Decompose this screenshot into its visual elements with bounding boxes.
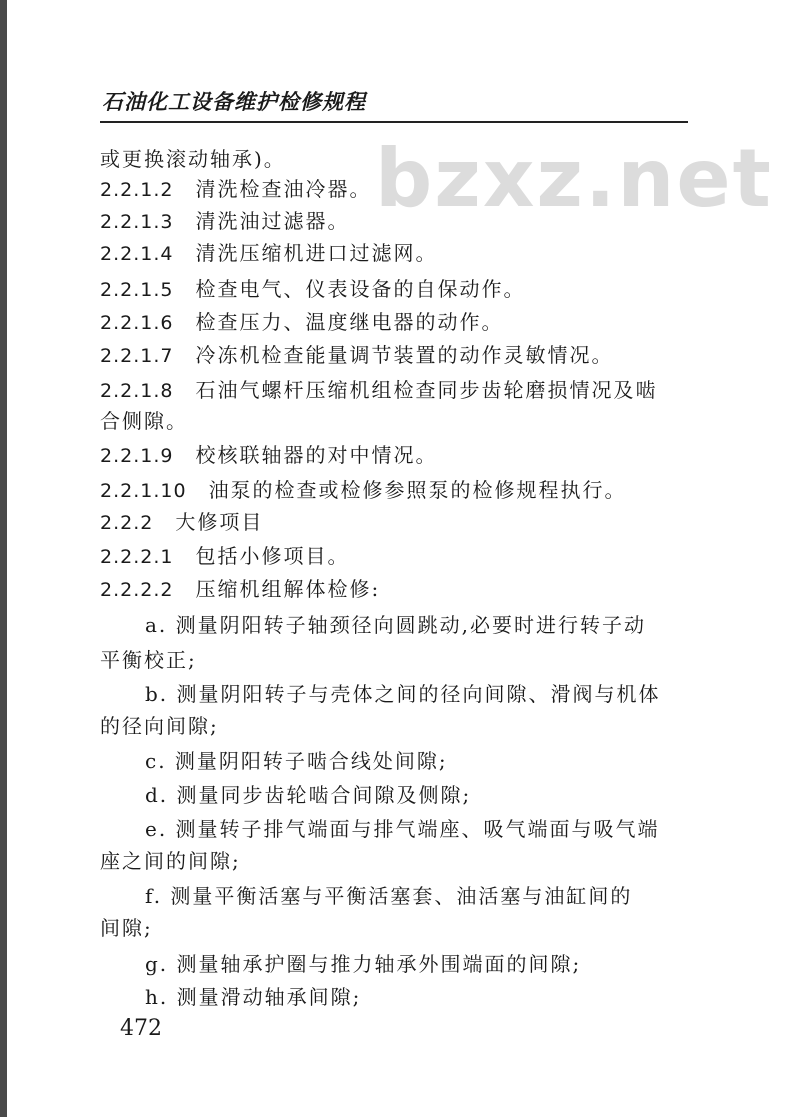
list-item [100, 378, 700, 403]
item-number: 2.2.1.10 [100, 480, 187, 502]
section-heading [100, 510, 700, 535]
running-header: 石油化工设备维护检修规程 [102, 89, 366, 114]
line-text: 座之间的间隙; [100, 849, 241, 873]
line-text: 平衡校正; [100, 648, 197, 672]
line-text: 间隙; [100, 916, 153, 940]
sub-item-text: d. 测量同步齿轮啮合间隙及侧隙; [145, 783, 472, 807]
line-text: 的径向间隙; [100, 714, 219, 738]
item-text: 包括小修项目。 [195, 544, 350, 568]
watermark: bzxz.net [375, 132, 773, 225]
list-item [100, 478, 700, 503]
line-text: 合侧隙。 [100, 409, 188, 433]
item-number: 2.2.2.2 [100, 579, 174, 601]
list-item [100, 443, 700, 468]
list-item [100, 343, 700, 368]
sub-item-text: c. 测量阴阳转子啮合线处间隙; [145, 749, 448, 773]
item-number: 2.2.2.1 [100, 546, 174, 568]
item-text: 清洗压缩机进口过滤网。 [195, 241, 438, 265]
list-item [100, 209, 700, 234]
item-text: 清洗检查油冷器。 [195, 177, 372, 201]
sub-item [145, 613, 745, 637]
item-text: 压缩机组解体检修: [195, 577, 381, 601]
sub-item [145, 884, 745, 908]
sub-item-text: b. 测量阴阳转子与壳体之间的径向间隙、滑阀与机体 [145, 682, 661, 706]
sub-item [145, 783, 745, 807]
line-text: 或更换滚动轴承)。 [100, 147, 286, 171]
sub-item-text: e. 测量转子排气端面与排气端座、吸气端面与吸气端 [145, 817, 660, 841]
text-line [100, 147, 700, 171]
section-number: 2.2.2 [100, 512, 154, 534]
list-item [100, 310, 700, 335]
item-number: 2.2.1.8 [100, 380, 174, 402]
item-text: 油泵的检查或检修参照泵的检修规程执行。 [208, 478, 627, 502]
section-title: 大修项目 [175, 510, 264, 534]
list-item [100, 177, 700, 202]
sub-item [145, 749, 745, 773]
sub-item-text: f. 测量平衡活塞与平衡活塞套、油活塞与油缸间的 [145, 884, 633, 908]
list-item [100, 544, 700, 569]
item-text: 校核联轴器的对中情况。 [195, 443, 438, 467]
list-item [100, 241, 700, 266]
sub-item-text: h. 测量滑动轴承间隙; [145, 985, 362, 1009]
list-item [100, 577, 700, 602]
item-number: 2.2.1.7 [100, 345, 174, 367]
text-line [100, 409, 700, 433]
item-text: 检查电气、仪表设备的自保动作。 [195, 277, 526, 301]
item-number: 2.2.1.5 [100, 279, 174, 301]
sub-item [145, 817, 745, 841]
text-line [100, 648, 700, 672]
page-edge [0, 0, 7, 1117]
item-text: 石油气螺杆压缩机组检查同步齿轮磨损情况及啮 [195, 378, 658, 402]
page-number: 472 [120, 1016, 162, 1041]
item-number: 2.2.1.2 [100, 179, 174, 201]
item-text: 检查压力、温度继电器的动作。 [195, 310, 504, 334]
item-number: 2.2.1.9 [100, 445, 174, 467]
sub-item-text: g. 测量轴承护圈与推力轴承外围端面的间隙; [145, 952, 582, 976]
text-line [100, 849, 700, 873]
item-text: 冷冻机检查能量调节装置的动作灵敏情况。 [195, 343, 614, 367]
text-line [100, 916, 700, 940]
sub-item [145, 952, 745, 976]
sub-item [145, 682, 745, 706]
sub-item [145, 985, 745, 1009]
header-rule [100, 121, 688, 123]
item-text: 清洗油过滤器。 [195, 209, 350, 233]
item-number: 2.2.1.6 [100, 312, 174, 334]
text-line [100, 714, 700, 738]
item-number: 2.2.1.4 [100, 243, 174, 265]
sub-item-text: a. 测量阴阳转子轴颈径向圆跳动,必要时进行转子动 [145, 613, 646, 637]
list-item [100, 277, 700, 302]
item-number: 2.2.1.3 [100, 211, 174, 233]
